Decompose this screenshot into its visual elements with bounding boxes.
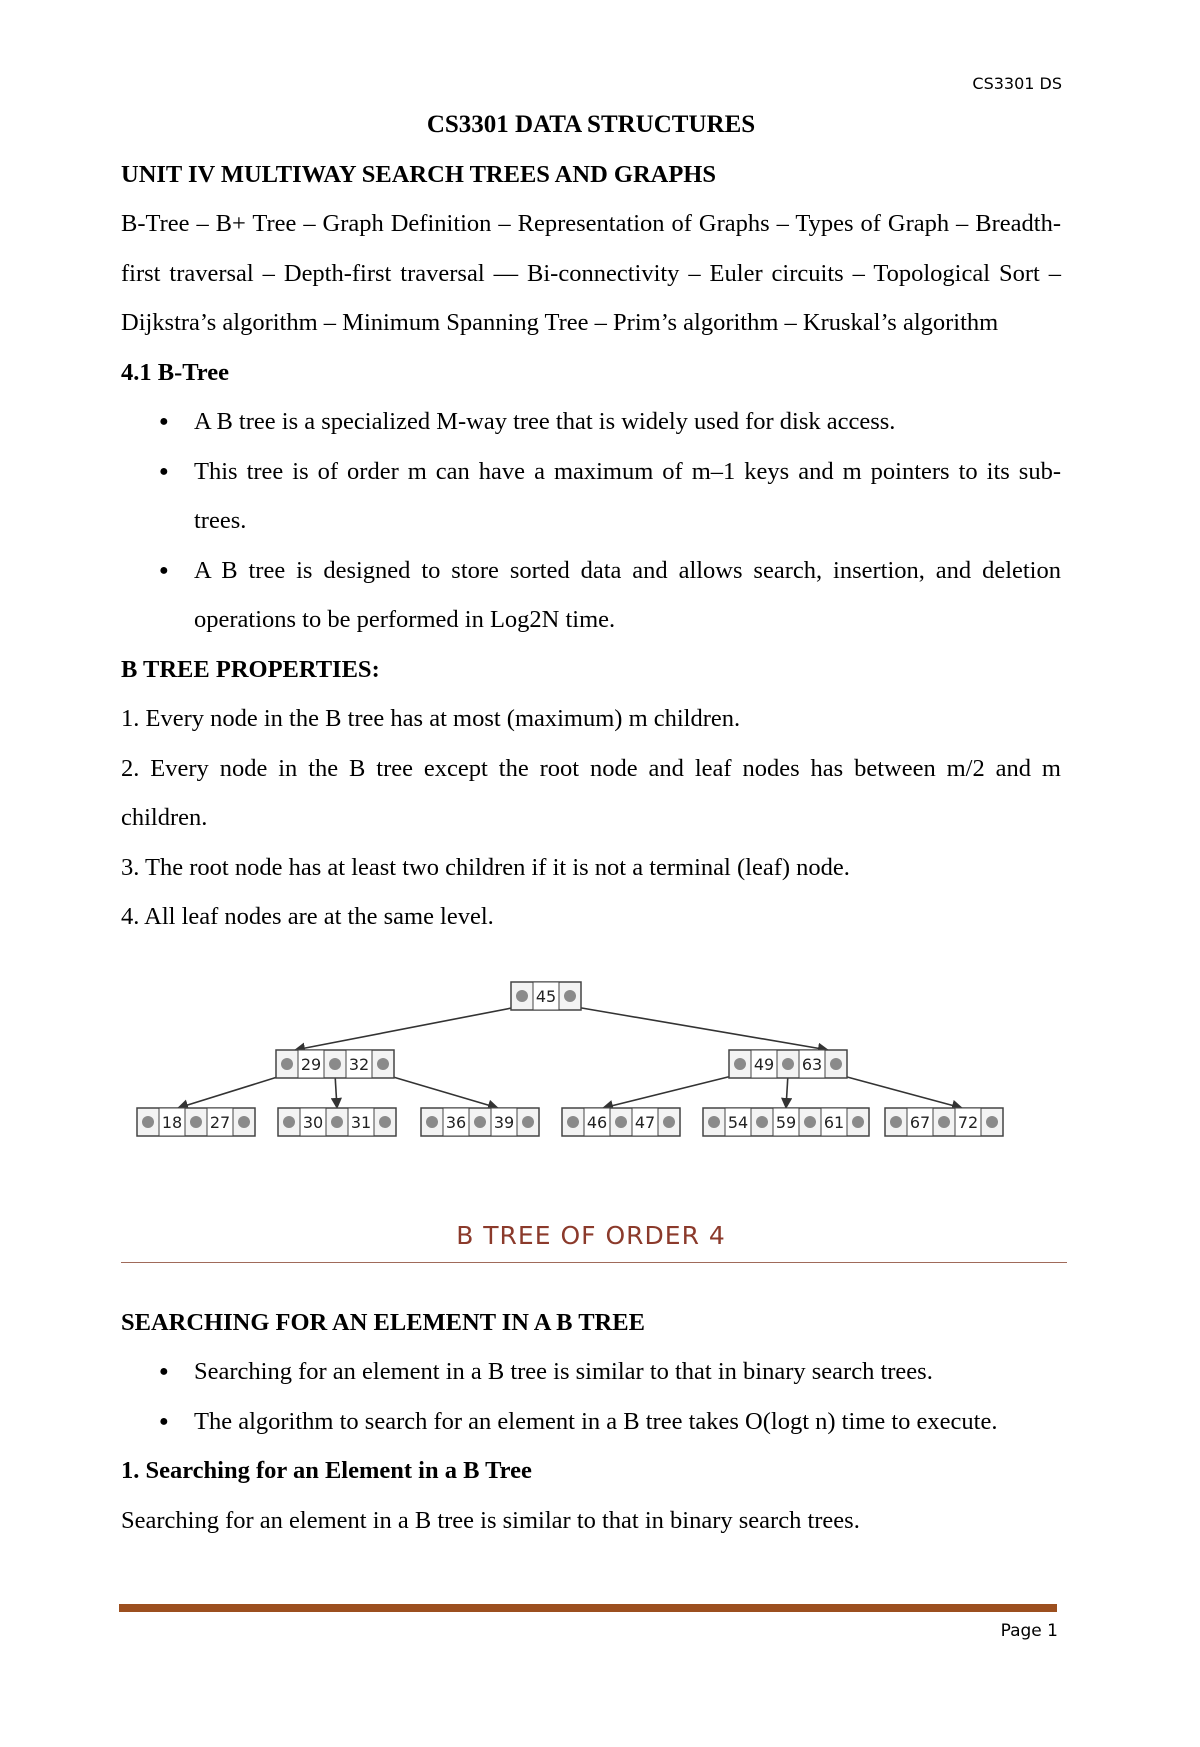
leaf-node: [278, 1108, 396, 1136]
bullet-icon: ●: [159, 413, 169, 430]
list-item: ● This tree is of order m can have a maximum of m–1 keys and m pointers to its sub-trees.: [121, 447, 1061, 546]
leaf-node: [562, 1108, 680, 1136]
document-title: CS3301 DATA STRUCTURES: [426, 111, 756, 138]
pointer-dot: [522, 1116, 534, 1128]
pointer-dot: [331, 1116, 343, 1128]
key-label: 59: [775, 1112, 797, 1132]
key-label: 32: [348, 1054, 370, 1074]
figure-caption: B TREE OF ORDER 4: [456, 1220, 726, 1250]
key-label: 61: [823, 1112, 845, 1132]
list-item: ● Searching for an element in a B tree is similar to that in binary search trees.: [121, 1347, 1061, 1397]
leaf-node: [421, 1108, 539, 1136]
pointer-dot: [190, 1116, 202, 1128]
key-label: 63: [801, 1054, 823, 1074]
pointer-dot: [663, 1116, 675, 1128]
page-number: Page 1: [1000, 1621, 1058, 1641]
key-label: 31: [350, 1112, 372, 1132]
bullet-icon: ●: [159, 1363, 169, 1380]
tree-edge: [335, 1074, 337, 1108]
key-label: 54: [727, 1112, 749, 1132]
key-label: 18: [161, 1112, 183, 1132]
list-item: ● A B tree is designed to store sorted data and allows search, insertion, and deletion operations to be performed in Log2N time.: [121, 546, 1061, 645]
pointer-dot: [756, 1116, 768, 1128]
pointer-dot: [734, 1058, 746, 1070]
bullet-icon: ●: [159, 1412, 169, 1430]
pointer-dot: [938, 1116, 950, 1128]
property-item: 3. The root node has at least two children if it is not a terminal (leaf) node.: [121, 853, 850, 881]
page-content: [121, 100, 1061, 1545]
tree-edge: [570, 1006, 828, 1050]
pointer-dot: [567, 1116, 579, 1128]
pointer-dot: [782, 1058, 794, 1070]
syllabus-paragraph: B-Tree – B+ Tree – Graph Definition – Representation of Graphs – Types of Graph – Breadth-first traversal – Depth-first traversal — Bi-connectivity – Euler circuits – Topological Sort – Dijkstra’s algorithm – Minimum Spanning Tree – Prim’s algorithm – Kruskal’s algorithm: [121, 210, 1061, 336]
pointer-dot: [890, 1116, 902, 1128]
unit-title: UNIT IV MULTIWAY SEARCH TREES AND GRAPHS: [121, 160, 716, 188]
properties-heading: B TREE PROPERTIES:: [121, 655, 380, 683]
tree-edge: [836, 1074, 962, 1108]
pointer-dot: [804, 1116, 816, 1128]
pointer-dot: [329, 1058, 341, 1070]
leaf-node: [703, 1108, 869, 1136]
property-item: 2. Every node in the B tree except the root node and leaf nodes has between m/2 and m children.: [121, 754, 1061, 831]
key-label: 67: [909, 1112, 931, 1132]
pointer-dot: [377, 1058, 389, 1070]
pointer-dot: [426, 1116, 438, 1128]
key-label: 36: [445, 1112, 467, 1132]
leaf-node: [885, 1108, 1003, 1136]
pointer-dot: [281, 1058, 293, 1070]
pointer-dot: [564, 990, 576, 1002]
pointer-dot: [986, 1116, 998, 1128]
searching-subheading: 1. Searching for an Element in a B Tree: [121, 1457, 532, 1484]
pointer-dot: [379, 1116, 391, 1128]
tree-edge: [178, 1074, 287, 1108]
pointer-dot: [615, 1116, 627, 1128]
pointer-dot: [283, 1116, 295, 1128]
pointer-dot: [474, 1116, 486, 1128]
list-item: ● A B tree is a specialized M-way tree that is widely used for disk access.: [121, 397, 1061, 447]
property-item: 1. Every node in the B tree has at most (maximum) m children.: [121, 705, 741, 732]
section-heading-btree: 4.1 B-Tree: [121, 358, 229, 386]
key-label: 72: [957, 1112, 979, 1132]
pointer-dot: [830, 1058, 842, 1070]
footer-rule: [119, 1604, 1057, 1612]
internal-node: [729, 1050, 847, 1078]
bullet-icon: ●: [159, 462, 169, 480]
key-label: 27: [209, 1112, 231, 1132]
key-label: 47: [634, 1112, 656, 1132]
list-item: ● The algorithm to search for an element in a B tree takes O(logt n) time to execute.: [121, 1397, 1061, 1447]
btree-figure: [121, 966, 1061, 1298]
leaf-node: [137, 1108, 255, 1136]
tree-edge: [295, 1006, 522, 1050]
btree-bullet-list: [121, 397, 1061, 645]
pointer-dot: [708, 1116, 720, 1128]
running-header: CS3301 DS: [972, 74, 1062, 93]
key-label: 29: [300, 1054, 322, 1074]
root-node: [511, 982, 581, 1010]
pointer-dot: [142, 1116, 154, 1128]
searching-bullet-list: [121, 1347, 1061, 1446]
key-label: 45: [535, 986, 557, 1006]
pointer-dot: [238, 1116, 250, 1128]
key-label: 39: [493, 1112, 515, 1132]
tree-edge: [786, 1074, 788, 1108]
tree-edge: [383, 1074, 498, 1108]
property-item: 4. All leaf nodes are at the same level.: [121, 903, 494, 930]
btree-diagram: [121, 966, 1061, 1266]
figure-divider: [121, 1262, 1067, 1263]
pointer-dot: [852, 1116, 864, 1128]
bullet-icon: ●: [159, 561, 169, 579]
searching-heading: SEARCHING FOR AN ELEMENT IN A B TREE: [121, 1308, 645, 1336]
key-label: 49: [753, 1054, 775, 1074]
tree-edge: [603, 1074, 740, 1108]
key-label: 46: [586, 1112, 608, 1132]
internal-node: [276, 1050, 394, 1078]
pointer-dot: [516, 990, 528, 1002]
searching-paragraph: Searching for an element in a B tree is similar to that in binary search trees.: [121, 1506, 860, 1534]
key-label: 30: [302, 1112, 324, 1132]
